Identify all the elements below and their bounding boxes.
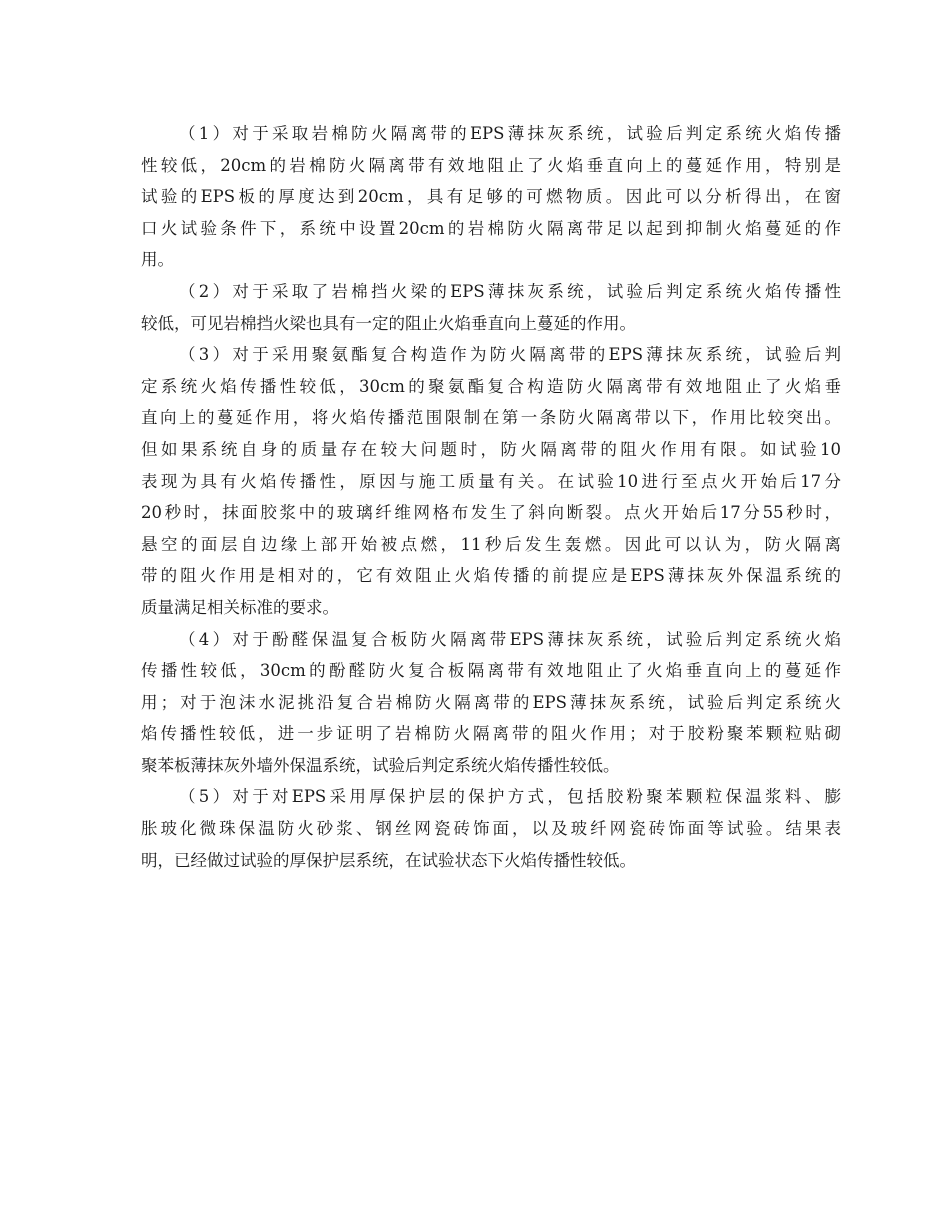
text-line: 用。 (141, 250, 174, 270)
text-line: 聚苯板薄抹灰外墙外保温系统，试验后判定系统火焰传播性较低。 (141, 755, 620, 775)
paragraph-2 (141, 276, 841, 339)
text-line: 20秒时，抹面胶浆中的玻璃纤维网格布发生了斜向断裂。点火开始后17分55秒时， (141, 503, 841, 523)
text-line: 传播性较低，30cm的酚醛防火复合板隔离带有效地阻止了火焰垂直向上的蔓延作 (141, 661, 841, 681)
text-line: 带的阻火作用是相对的，它有效阻止火焰传播的前提应是EPS薄抹灰外保温系统的 (141, 566, 841, 586)
text-line: 胀玻化微珠保温防火砂浆、钢丝网瓷砖饰面，以及玻纤网瓷砖饰面等试验。结果表 (141, 819, 841, 839)
text-line: 口火试验条件下，系统中设置20cm的岩棉防火隔离带足以起到抑制火焰蔓延的作 (141, 218, 841, 238)
text-line: 明，已经做过试验的厚保护层系统，在试验状态下火焰传播性较低。 (141, 850, 636, 870)
text-line: （4）对于酚醛保温复合板防火隔离带EPS薄抹灰系统，试验后判定系统火焰 (179, 629, 841, 649)
text-line: 较低，可见岩棉挡火梁也具有一定的阻止火焰垂直向上蔓延的作用。 (141, 313, 636, 333)
text-line: （1）对于采取岩棉防火隔离带的EPS薄抹灰系统，试验后判定系统火焰传播 (179, 124, 841, 143)
text-line: 性较低，20cm的岩棉防火隔离带有效地阻止了火焰垂直向上的蔓延作用，特别是 (141, 155, 841, 175)
paragraph-1 (141, 118, 841, 276)
text-line: 试验的EPS板的厚度达到20cm，具有足够的可燃物质。因此可以分析得出，在窗 (141, 187, 841, 207)
text-line: 但如果系统自身的质量存在较大问题时，防火隔离带的阻火作用有限。如试验10 (141, 439, 841, 459)
text-line: 直向上的蔓延作用，将火焰传播范围限制在第一条防火隔离带以下，作用比较突出。 (141, 408, 841, 428)
document-body (141, 118, 841, 876)
text-line: 焰传播性较低，进一步证明了岩棉防火隔离带的阻火作用；对于胶粉聚苯颗粒贴砌 (141, 724, 841, 744)
text-line: 表现为具有火焰传播性，原因与施工质量有关。在试验10进行至点火开始后17分 (141, 471, 841, 491)
text-line: 定系统火焰传播性较低，30cm的聚氨酯复合构造防火隔离带有效地阻止了火焰垂 (141, 376, 841, 396)
text-line: （5）对于对EPS采用厚保护层的保护方式，包括胶粉聚苯颗粒保温浆料、膨 (179, 787, 841, 807)
text-line: （2）对于采取了岩棉挡火梁的EPS薄抹灰系统，试验后判定系统火焰传播性 (179, 281, 841, 301)
paragraph-4 (141, 624, 841, 782)
paragraph-3 (141, 339, 841, 623)
text-line: 质量满足相关标准的要求。 (141, 597, 339, 617)
text-line: （3）对于采用聚氨酯复合构造作为防火隔离带的EPS薄抹灰系统，试验后判 (179, 345, 841, 365)
text-line: 悬空的面层自边缘上部开始被点燃，11秒后发生轰燃。因此可以认为，防火隔离 (141, 534, 841, 554)
text-line: 用；对于泡沫水泥挑沿复合岩棉防火隔离带的EPS薄抹灰系统，试验后判定系统火 (141, 692, 841, 712)
paragraph-5 (141, 781, 841, 876)
